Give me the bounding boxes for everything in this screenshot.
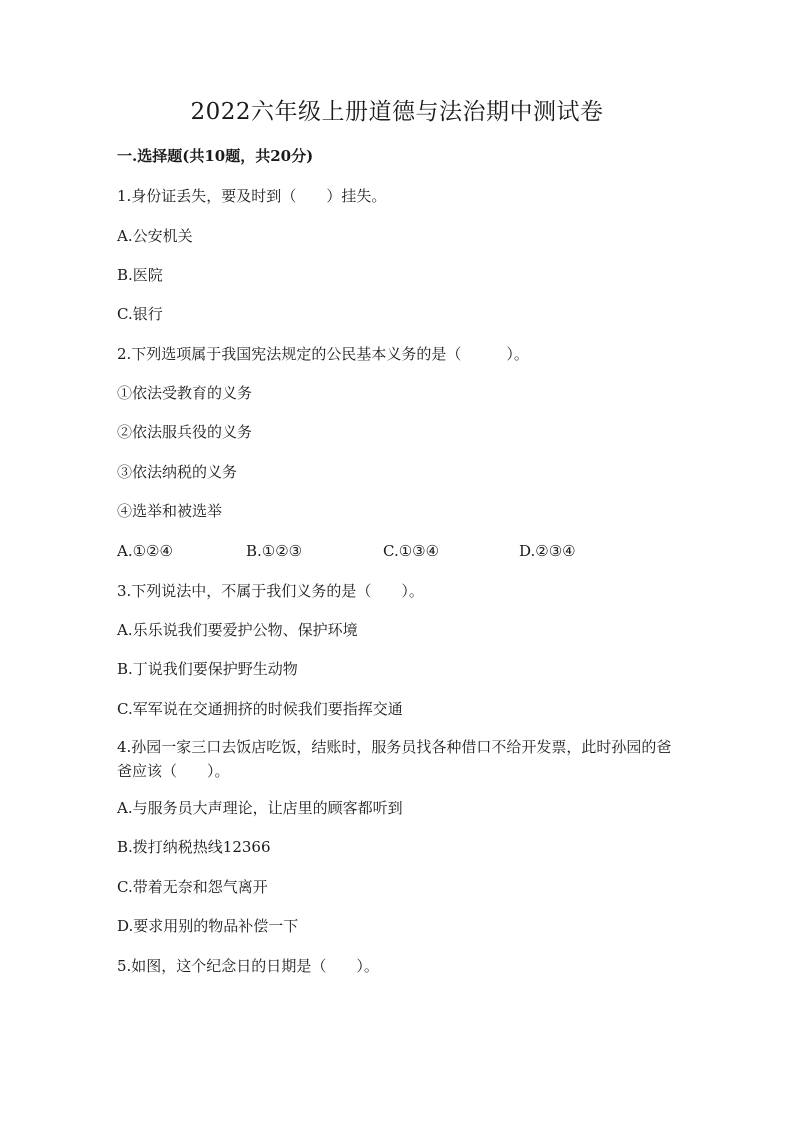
question-4-option-b: B.拨打纳税热线12366 — [117, 838, 271, 856]
question-4-option-d: D.要求用别的物品补偿一下 — [117, 917, 299, 935]
question-5-stem: 5.如图，这个纪念日的日期是（ ）。 — [117, 957, 379, 975]
question-1-option-b: B.医院 — [117, 266, 163, 284]
question-1-stem: 1.身份证丢失，要及时到（ ）挂失。 — [117, 187, 387, 205]
page-title: 2022六年级上册道德与法治期中测试卷 — [190, 99, 604, 125]
question-3-stem: 3.下列说法中，不属于我们义务的是（ ）。 — [117, 582, 424, 600]
section-heading: 一.选择题(共10题，共20分) — [117, 147, 314, 165]
question-4-option-a: A.与服务员大声理论，让店里的顾客都听到 — [117, 799, 403, 817]
question-2-item-3: ③依法纳税的义务 — [117, 463, 238, 481]
question-3-option-b: B.丁说我们要保护野生动物 — [117, 660, 298, 678]
question-1-option-c: C.银行 — [117, 305, 163, 323]
question-2-item-4: ④选举和被选举 — [117, 502, 223, 520]
question-2-stem: 2.下列选项属于我国宪法规定的公民基本义务的是（ ）。 — [117, 345, 529, 363]
question-2-item-1: ①依法受教育的义务 — [117, 384, 253, 402]
question-2-options-row — [117, 540, 617, 562]
question-3-option-c: C.军军说在交通拥挤的时候我们要指挥交通 — [117, 700, 403, 718]
question-2-option-d: D.②③④ — [519, 542, 576, 560]
question-4-option-c: C.带着无奈和怨气离开 — [117, 878, 268, 896]
question-4-stem: 4.孙园一家三口去饭店吃饭，结账时，服务员找各种借口不给开发票，此时孙园的爸爸应该（ ）。 — [117, 738, 672, 780]
question-2-item-2: ②依法服兵役的义务 — [117, 423, 253, 441]
question-1-option-a: A.公安机关 — [117, 227, 193, 245]
question-2-option-b: B.①②③ — [246, 542, 303, 560]
question-2-option-a: A.①②④ — [117, 542, 173, 560]
question-2-option-c: C.①③④ — [383, 542, 440, 560]
question-3-option-a: A.乐乐说我们要爱护公物、保护环境 — [117, 621, 358, 639]
